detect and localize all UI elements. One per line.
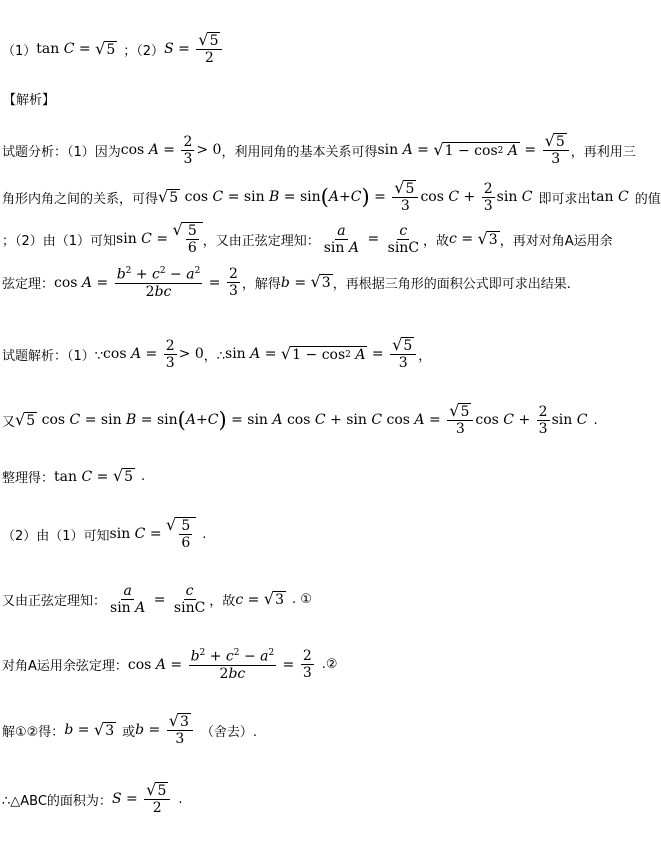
analysis-t5: 的值 (634, 191, 661, 207)
solution-line-4 (2, 517, 206, 551)
solution-line-6 (2, 648, 338, 682)
formula-sol-cosA: cos A = $\frac{2}{3}$ > 0 (103, 337, 204, 371)
section-title-text: 【解析】 (3, 93, 56, 108)
formula-S-answer: S = √ 5 2 (164, 32, 224, 66)
solution-line-3 (2, 467, 145, 486)
solution-dot-4: . (178, 791, 183, 807)
formula-c: c = √ 3 (449, 228, 498, 248)
solution-line-5 (2, 583, 312, 616)
answer-line (2, 32, 224, 66)
formula-sol-relation: √ 5 cos C = sin B = sin ( A + C ) = sin A cos C + sin C cos A = √ 5 3 cos C + $\frac{2}{3}$ sin C (15, 401, 588, 438)
analysis-t7: ，又由正弦定理知： (202, 233, 320, 249)
analysis-t2: ，再利用三 (570, 144, 636, 160)
analysis-line-4 (2, 266, 571, 300)
solution-line-8 (2, 782, 183, 816)
formula-sol-b2: b = √ 3 3 (135, 713, 195, 747)
formula-sol-sinC: sin C = √ $\frac{5}{6}$ (110, 517, 197, 551)
formula-sol-tanC: tan C = √ 5 (54, 466, 134, 485)
formula-sol-c: c = √ 3 (235, 589, 284, 609)
formula-sol-sinA: sin A = √ 1 − cos 2 A = √ 5 3 (225, 337, 418, 371)
solution-or: 或 (122, 724, 136, 740)
solution-solve: 解①②得： (2, 724, 65, 740)
analysis-t6: ；（2）由（1）可知 (2, 233, 117, 249)
solution-you: 又 (2, 414, 16, 430)
analysis-t9: ，再对对角A运用余 (499, 233, 613, 249)
formula-sine-rule: $\frac{a}{\text{sin A}}$ = $\frac{c}{\sin C}$ (323, 222, 420, 256)
solution-part2: （2）由（1）可知 (2, 528, 110, 544)
formula-relation: √ 5 cos C = sin B = sin ( A + C ) = √ 5 3 cos C + $\frac{2}{3}$ sin C (158, 178, 533, 215)
solution-dot-2: . (141, 469, 146, 484)
formula-cosA: cos A = $\frac{2}{3}$ > 0 (120, 133, 222, 167)
analysis-t1: ，利用同角的基本关系可得 (221, 144, 378, 160)
solution-comma: ， (418, 348, 432, 364)
answer-part1-label: （1） (2, 43, 37, 59)
formula-tanC-answer: tan C = √ 5 (36, 38, 116, 58)
solution-discard: （舍去）. (200, 724, 258, 740)
formula-sol-S: S = √ 5 2 (112, 782, 172, 816)
analysis-t11: ，解得 (241, 277, 281, 293)
formula-sinA: sin A = √ 1 − cos 2 A = √ 5 3 (377, 133, 570, 167)
analysis-lead: 试题分析：（1）因为 (2, 144, 121, 160)
analysis-line-1 (2, 133, 636, 167)
solution-line-2 (2, 403, 598, 437)
formula-sinC: sin C = √ $\frac{5}{6}$ (116, 222, 203, 256)
section-title (3, 89, 55, 108)
answer-part2-label: ；（2） (123, 43, 165, 59)
solution-mark2: .② (321, 657, 338, 673)
formula-b: b = √ 3 (280, 272, 331, 292)
solution-gu: ，故 (209, 594, 236, 610)
analysis-t3: 角形内角之间的关系，可得 (2, 191, 159, 207)
solution-dot-3: . (202, 526, 207, 542)
formula-cos-rule: cos A = $\frac{b^2 + c^2 - a^2}{2bc}$ = $\frac{2}{3}$ (54, 266, 238, 300)
solution-cos-rule: 对角A运用余弦定理： (2, 659, 128, 675)
solution-line-7 (2, 713, 257, 747)
solution-lead: 试题解析：（1）∵ (2, 348, 104, 364)
analysis-t4: 即可求出 (538, 191, 591, 207)
solution-zhengli: 整理得： (2, 471, 55, 486)
solution-line-1 (2, 337, 431, 371)
solution-dot-1: . (593, 412, 598, 428)
formula-sol-cos-rule: cos A = $\frac{b^2 + c^2 - a^2}{2bc}$ = $\frac{2}{3}$ (127, 648, 312, 682)
analysis-t12: ，再根据三角形的面积公式即可求出结果. (332, 277, 571, 293)
analysis-t8: ，故 (423, 233, 450, 249)
analysis-line-3 (2, 222, 613, 256)
solution-area: ∴△ABC的面积为： (2, 793, 112, 809)
solution-therefore: ，∴ (203, 348, 226, 364)
analysis-line-2 (2, 180, 661, 214)
solution-mark1: . ① (291, 592, 312, 608)
formula-sol-sine-rule: $\frac{a}{\text{sin A}}$ = $\frac{c}{\sin C}$ (110, 583, 206, 617)
formula-sol-b1: b = √ 3 (64, 719, 115, 739)
solution-sine-rule: 又由正弦定理知： (2, 594, 107, 610)
analysis-t10: 弦定理： (2, 277, 55, 293)
formula-tanC: tan C (590, 189, 629, 206)
